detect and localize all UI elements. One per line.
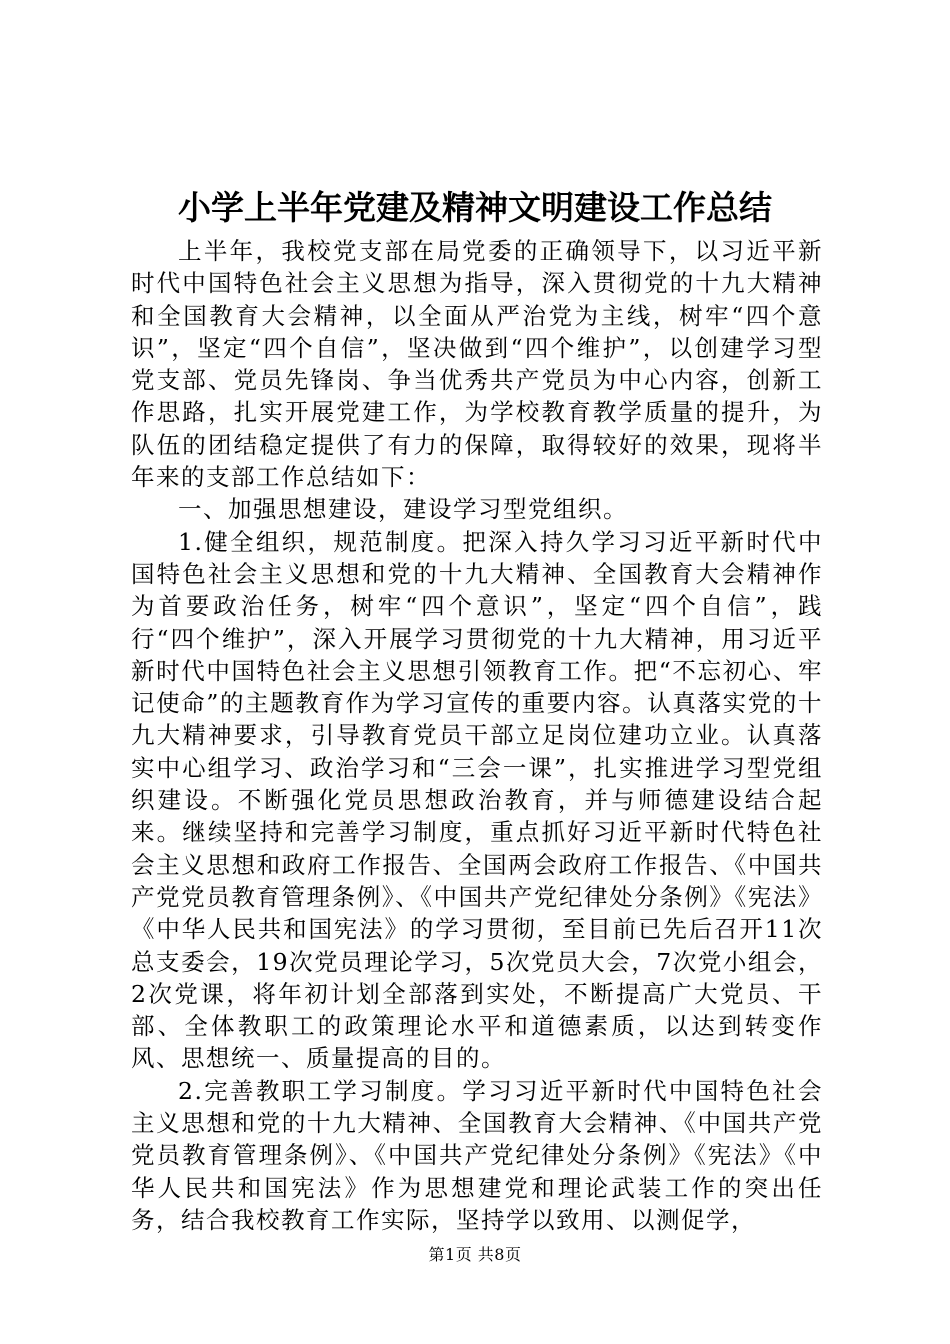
section-heading-1: 一、加强思想建设，建设学习型党组织。 — [178, 495, 628, 524]
document-title: 小学上半年党建及精神文明建设工作总结 — [178, 188, 772, 227]
paragraph-intro: 上半年，我校党支部在局党委的正确领导下，以习近平新时代中国特色社会主义思想为指导，深入贯彻党的十九大精神和全国教育大会精神，以全面从严治党为主线，树牢“四个意识”，坚定“四个自信”，坚决做到“四个维护”，以创建学习型党支部、党员先锋岗、争当优秀共产党员为中心内容，创新工作思路，扎实开展党建工作，为学校教育教学质量的提升，为队伍的团结稳定提供了有力的保障，取得较好的效果，现将半年来的支部工作总结如下： — [131, 237, 823, 492]
document-body — [131, 235, 823, 1236]
paragraph-item-1: 1.健全组织，规范制度。把深入持久学习习近平新时代中国特色社会主义思想和党的十九大精神、全国教育大会精神作为首要政治任务，树牢“四个意识”，坚定“四个自信”，践行“四个维护”，深入开展学习贯彻党的十九大精神，用习近平新时代中国特色社会主义思想引领教育工作。把“不忘初心、牢记使命”的主题教育作为学习宣传的重要内容。认真落实党的十九大精神要求，引导教育党员干部立足岗位建功立业。认真落实中心组学习、政治学习和“三会一课”，扎实推进学习型党组织建设。不断强化党员思想政治教育，并与师德建设结合起来。继续坚持和完善学习制度，重点抓好习近平新时代特色社会主义思想和政府工作报告、全国两会政府工作报告、《中国共产党党员教育管理条例》、《中国共产党纪律处分条例》《宪法》《中华人民共和国宪法》的学习贯彻，至目前已先后召开11次总支委会，19次党员理论学习，5次党员大会，7次党小组会，2次党课，将年初计划全部落到实处，不断提高广大党员、干部、全体教职工的政策理论水平和道德素质，以达到转变作风、思想统一、质量提高的目的。 — [131, 527, 823, 1073]
page-footer: 第1页 共8页 — [428, 1245, 522, 1264]
paragraph-item-2: 2.完善教职工学习制度。学习习近平新时代中国特色社会主义思想和党的十九大精神、全国教育大会精神、《中国共产党党员教育管理条例》、《中国共产党纪律处分条例》《宪法》《中华人民共和国宪法》作为思想建党和理论武装工作的突出任务，结合我校教育工作实际，坚持学以致用、以测促学， — [131, 1076, 823, 1234]
